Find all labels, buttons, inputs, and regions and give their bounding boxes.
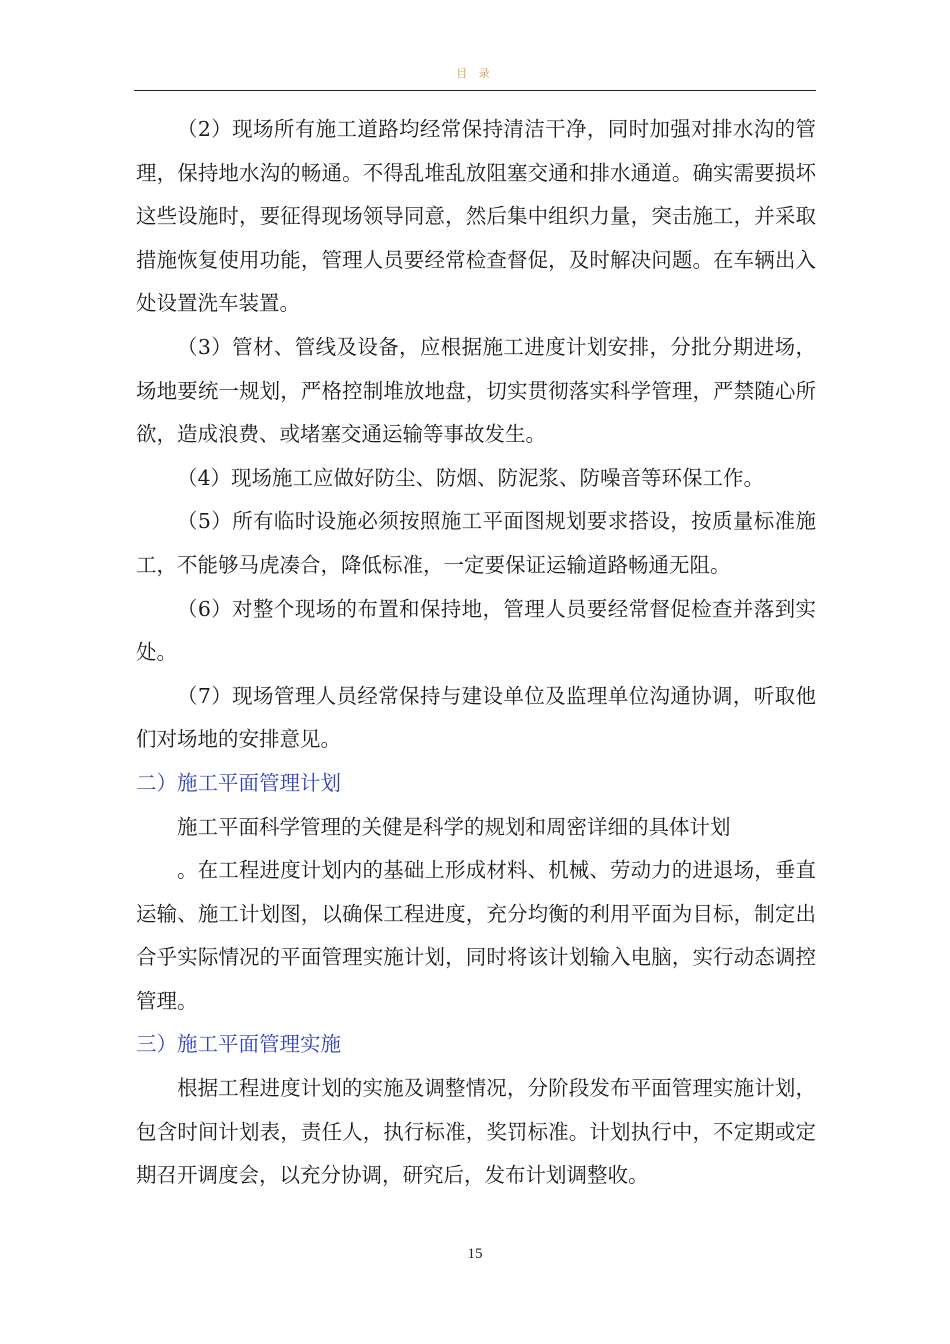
paragraph-item-5: （5）所有临时设施必须按照施工平面图规划要求搭设，按质量标准施工，不能够马虎凑合，降低标准，一定要保证运输道路畅通无阻。 bbox=[136, 509, 816, 577]
section-heading-implementation: 三）施工平面管理实施 bbox=[136, 1032, 341, 1057]
plan-paragraph-line1: 施工平面科学管理的关健是科学的规划和周密详细的具体计划 bbox=[177, 814, 731, 839]
paragraph-item-7: （7）现场管理人员经常保持与建设单位及监理单位沟通协调，听取他们对场地的安排意见。 bbox=[136, 683, 816, 752]
page-body bbox=[136, 108, 816, 1198]
header-title: 目 录 bbox=[456, 67, 494, 80]
paragraph-item-3: （3）管材、管线及设备，应根据施工进度计划安排，分批分期进场，场地要统一规划，严格控制堆放地盘，切实贯彻落实科学管理，严禁随心所欲，造成浪费、或堵塞交通运输等事故发生。 bbox=[136, 334, 816, 447]
plan-paragraph-body: 。在工程进度计划内的基础上形成材料、机械、劳动力的进退场，垂直运输、施工计划图，以确保工程进度，充分均衡的利用平面为目标，制定出合乎实际情况的平面管理实施计划，同时将该计划输入电脑，实行动态调控管理。 bbox=[136, 858, 816, 1013]
section-heading-plan: 二）施工平面管理计划 bbox=[136, 770, 341, 795]
implementation-paragraph: 根据工程进度计划的实施及调整情况，分阶段发布平面管理实施计划，包含时间计划表，责任人，执行标准，奖罚标准。计划执行中，不定期或定期召开调度会，以充分协调，研究后，发布计划调整收。 bbox=[136, 1076, 816, 1188]
paragraph-item-2: （2）现场所有施工道路均经常保持清洁干净，同时加强对排水沟的管理，保持地水沟的畅通。不得乱堆乱放阻塞交通和排水通道。确实需要损坏这些设施时，要征得现场领导同意，然后集中组织力量，突击施工，并采取措施恢复使用功能，管理人员要经常检查督促，及时解决问题。在车辆出入处设置洗车装置。 bbox=[136, 117, 816, 316]
page-number: 15 bbox=[467, 1246, 483, 1262]
paragraph-item-4: （4）现场施工应做好防尘、防烟、防泥浆、防噪音等环保工作。 bbox=[177, 465, 765, 490]
page-header bbox=[134, 62, 816, 91]
paragraph-item-6: （6）对整个现场的布置和保持地，管理人员要经常督促检查并落到实处。 bbox=[136, 596, 816, 665]
